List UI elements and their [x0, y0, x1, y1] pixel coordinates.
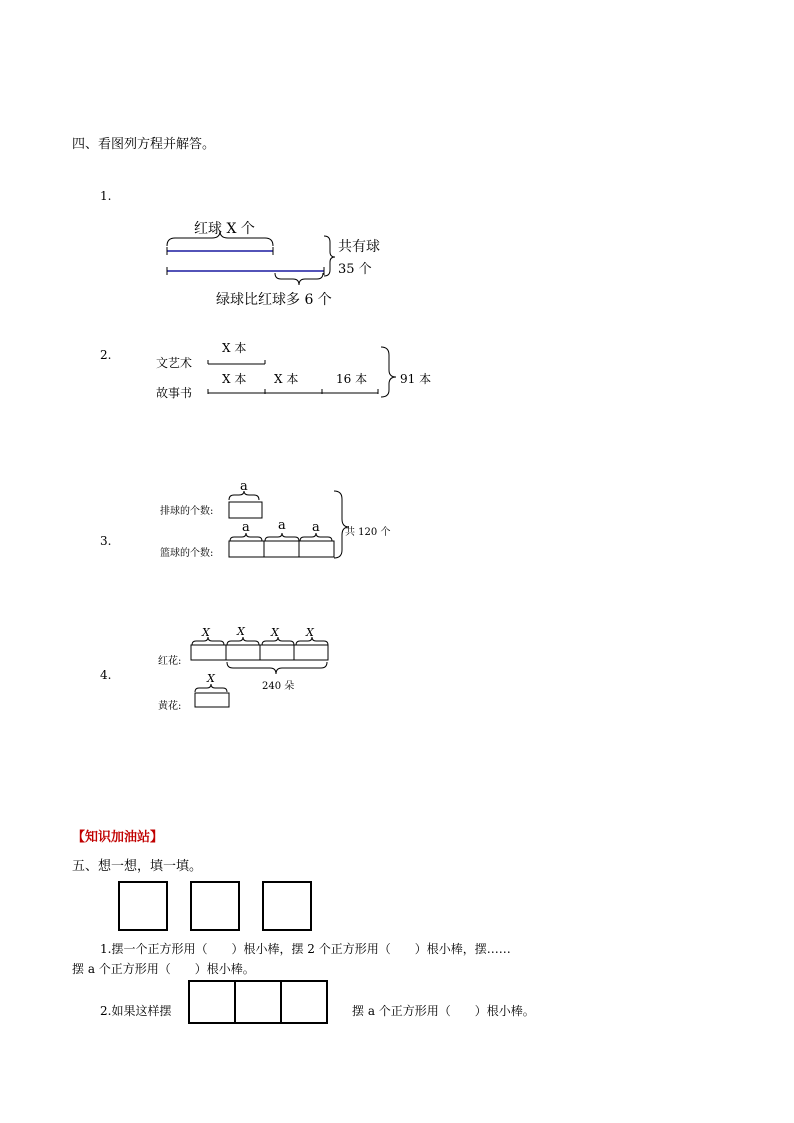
- problem3-total: 共 120 个: [345, 527, 391, 538]
- question2-prefix: 2.如果这样摆: [100, 1004, 172, 1018]
- single-square-2: [190, 881, 240, 931]
- problem3-row2-name: 篮球的个数:: [160, 548, 214, 559]
- connected-squares: [188, 980, 328, 1024]
- problem4-red-box1: [191, 645, 226, 660]
- problem4-red-box2: [226, 645, 260, 660]
- question2-suffix: 摆 a 个正方形用（ ）根小棒。: [352, 1004, 535, 1018]
- problem4-yellow-box: [195, 693, 229, 707]
- problem4-x2: X: [237, 625, 245, 638]
- problem2-row1-name: 文艺术: [156, 356, 193, 370]
- problem4-row1-name: 红花:: [158, 656, 182, 667]
- problem1-number: 1.: [100, 189, 112, 203]
- section4-heading: 四、看图列方程并解答。: [72, 137, 216, 152]
- problem1-red-label: 红球 X 个: [194, 221, 255, 237]
- problem1-total-label-2: 35 个: [338, 262, 372, 277]
- knowledge-tip-title: 【知识加油站】: [72, 830, 164, 845]
- single-square-1: [118, 881, 168, 931]
- problem4-row2-name: 黄花:: [158, 701, 182, 712]
- single-square-3: [262, 881, 312, 931]
- problem3-number: 3.: [100, 534, 112, 548]
- problem4-red-box4: [294, 645, 328, 660]
- problem4-number: 4.: [100, 668, 112, 682]
- problem4-x3: X: [271, 626, 279, 639]
- problem4-bottom-brace: [227, 662, 327, 674]
- problem1-diff-label: 绿球比红球多 6 个: [216, 292, 332, 308]
- problem4-x1: X: [202, 626, 210, 639]
- section5-heading: 五、想一想，填一填。: [72, 859, 203, 874]
- problem2-seg2: X 本: [274, 372, 299, 386]
- problem3-row1-name: 排球的个数:: [160, 506, 214, 517]
- problem3-var-b3: a: [312, 520, 320, 535]
- problem3-var-top: a: [240, 479, 248, 494]
- problem2-seg1: X 本: [222, 372, 247, 386]
- problem1-total-label-1: 共有球: [338, 239, 380, 255]
- problem2-row2-name: 故事书: [156, 386, 193, 400]
- problem2-top-seg: X 本: [222, 341, 247, 355]
- problem3-var-b1: a: [242, 520, 250, 535]
- problem3-var-b2: a: [278, 518, 286, 533]
- question1-line1: 1.摆一个正方形用（ ）根小棒，摆 2 个正方形用（ ）根小棒，摆……: [100, 942, 511, 956]
- problem4-total: 240 朵: [262, 681, 295, 692]
- problem2-number: 2.: [100, 348, 112, 362]
- problem4-red-box3: [260, 645, 294, 660]
- problem4-x5: X: [207, 672, 215, 685]
- problem2-seg3: 16 本: [336, 372, 368, 386]
- problem2-total: 91 本: [400, 372, 432, 386]
- problem4-x4: X: [306, 626, 314, 639]
- question1-line2: 摆 a 个正方形用（ ）根小棒。: [72, 962, 255, 976]
